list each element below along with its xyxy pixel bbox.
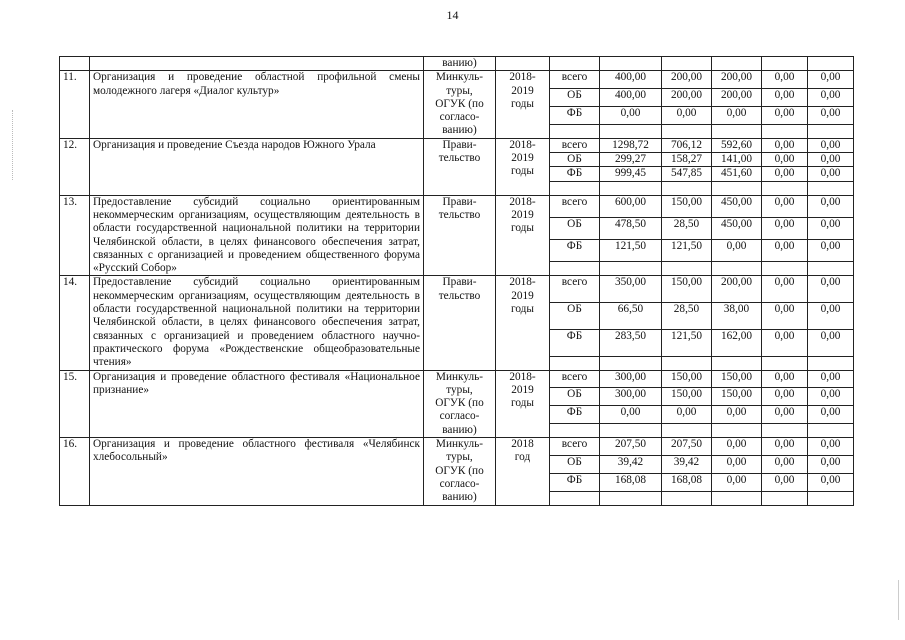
cell-empty [662, 356, 712, 370]
cell-empty [712, 424, 762, 438]
amount-total: 600,00 [600, 195, 662, 217]
funding-source: всего [550, 438, 600, 456]
amount-2018: 200,00 [662, 89, 712, 107]
cell-empty [662, 181, 712, 195]
cell-empty [712, 491, 762, 505]
cell-empty [762, 124, 808, 138]
funding-source: всего [550, 195, 600, 217]
row-number: 14. [60, 276, 90, 370]
row-executor: Минкуль- туры, ОГУК (по согласо- ванию) [424, 71, 496, 138]
budget-table-body [60, 57, 854, 506]
row-executor: Прави- тельство [424, 138, 496, 195]
amount-2020: 0,00 [762, 153, 808, 167]
funding-source: всего [550, 138, 600, 152]
amount-2019: 450,00 [712, 195, 762, 217]
amount-2019: 0,00 [712, 473, 762, 491]
cell-empty [662, 124, 712, 138]
amount-total: 168,08 [600, 473, 662, 491]
cell-empty [712, 262, 762, 276]
amount-2021: 0,00 [808, 217, 854, 239]
row-period: 2018 год [496, 438, 550, 505]
cell-empty [762, 356, 808, 370]
page-number: 14 [446, 8, 459, 22]
cell-empty [662, 491, 712, 505]
funding-source: ОБ [550, 89, 600, 107]
funding-source: ФБ [550, 240, 600, 262]
funding-source: всего [550, 370, 600, 388]
amount-2020: 0,00 [762, 388, 808, 406]
row-period: 2018- 2019 годы [496, 276, 550, 370]
cell-empty [60, 57, 90, 71]
amount-2020: 0,00 [762, 89, 808, 107]
funding-source: ФБ [550, 406, 600, 424]
cell-empty [550, 57, 600, 71]
funding-source: ФБ [550, 473, 600, 491]
amount-total: 400,00 [600, 71, 662, 89]
amount-2021: 0,00 [808, 406, 854, 424]
cell-empty [550, 181, 600, 195]
row-number: 16. [60, 438, 90, 505]
row-executor: Минкуль- туры, ОГУК (по согласо- ванию) [424, 370, 496, 437]
amount-2018: 150,00 [662, 195, 712, 217]
continuation-row [60, 57, 854, 71]
amount-2021: 0,00 [808, 473, 854, 491]
amount-2020: 0,00 [762, 106, 808, 124]
amount-2021: 0,00 [808, 195, 854, 217]
funding-source: всего [550, 71, 600, 89]
amount-2019: 141,00 [712, 153, 762, 167]
cell-empty [550, 491, 600, 505]
amount-2020: 0,00 [762, 303, 808, 330]
row-period: 2018- 2019 годы [496, 195, 550, 276]
funding-source: ФБ [550, 329, 600, 356]
amount-2020: 0,00 [762, 167, 808, 181]
amount-2019: 451,60 [712, 167, 762, 181]
amount-total: 39,42 [600, 455, 662, 473]
cell-empty [600, 57, 662, 71]
amount-total: 121,50 [600, 240, 662, 262]
amount-2021: 0,00 [808, 89, 854, 107]
cell-empty [550, 124, 600, 138]
cell-empty [712, 57, 762, 71]
amount-2021: 0,00 [808, 276, 854, 303]
cell-empty [808, 124, 854, 138]
cell-empty [550, 356, 600, 370]
amount-2020: 0,00 [762, 240, 808, 262]
amount-2019: 0,00 [712, 106, 762, 124]
scan-edge-mark [898, 580, 899, 620]
table-row [60, 71, 854, 89]
amount-2018: 706,12 [662, 138, 712, 152]
amount-total: 299,27 [600, 153, 662, 167]
amount-2021: 0,00 [808, 167, 854, 181]
budget-table [59, 56, 854, 506]
amount-2018: 28,50 [662, 217, 712, 239]
amount-2019: 38,00 [712, 303, 762, 330]
amount-2019: 150,00 [712, 388, 762, 406]
amount-total: 300,00 [600, 388, 662, 406]
cell-empty [712, 124, 762, 138]
amount-2018: 28,50 [662, 303, 712, 330]
amount-2019: 200,00 [712, 276, 762, 303]
cell-empty [600, 424, 662, 438]
cell-empty [808, 356, 854, 370]
amount-2021: 0,00 [808, 240, 854, 262]
amount-total: 0,00 [600, 406, 662, 424]
amount-2021: 0,00 [808, 455, 854, 473]
cell-empty [808, 424, 854, 438]
amount-2021: 0,00 [808, 438, 854, 456]
cell-empty [808, 262, 854, 276]
row-period: 2018- 2019 годы [496, 370, 550, 437]
cell-empty [808, 491, 854, 505]
amount-2018: 150,00 [662, 276, 712, 303]
amount-2018: 121,50 [662, 329, 712, 356]
amount-total: 400,00 [600, 89, 662, 107]
amount-2018: 207,50 [662, 438, 712, 456]
amount-2018: 0,00 [662, 406, 712, 424]
amount-2019: 200,00 [712, 71, 762, 89]
row-description: Организация и проведение Съезда народов Южного Урала [90, 138, 424, 195]
row-description: Организация и проведение областной профильной смены молодежного лагеря «Диалог культур» [90, 71, 424, 138]
amount-2018: 200,00 [662, 71, 712, 89]
cell-empty [762, 491, 808, 505]
amount-2020: 0,00 [762, 329, 808, 356]
amount-2020: 0,00 [762, 195, 808, 217]
amount-2021: 0,00 [808, 153, 854, 167]
funding-source: всего [550, 276, 600, 303]
cell-empty [762, 424, 808, 438]
amount-2020: 0,00 [762, 455, 808, 473]
cell-empty [550, 262, 600, 276]
funding-source: ФБ [550, 106, 600, 124]
executor-continuation: ванию) [424, 57, 496, 71]
amount-2018: 547,85 [662, 167, 712, 181]
amount-total: 207,50 [600, 438, 662, 456]
amount-total: 999,45 [600, 167, 662, 181]
cell-empty [90, 57, 424, 71]
cell-empty [600, 124, 662, 138]
table-row [60, 276, 854, 303]
cell-empty [496, 57, 550, 71]
row-description: Организация и проведение областного фестиваля «Национальное признание» [90, 370, 424, 437]
amount-2019: 450,00 [712, 217, 762, 239]
cell-empty [600, 181, 662, 195]
table-row [60, 195, 854, 217]
scan-margin-mark [12, 110, 14, 180]
funding-source: ОБ [550, 303, 600, 330]
amount-total: 478,50 [600, 217, 662, 239]
amount-2019: 0,00 [712, 240, 762, 262]
amount-total: 300,00 [600, 370, 662, 388]
cell-empty [712, 356, 762, 370]
cell-empty [600, 356, 662, 370]
amount-2019: 162,00 [712, 329, 762, 356]
cell-empty [600, 262, 662, 276]
table-row [60, 438, 854, 456]
amount-2020: 0,00 [762, 71, 808, 89]
amount-2019: 592,60 [712, 138, 762, 152]
row-description: Предоставление субсидий социально ориентированным некоммерческим организациям, осуществляющим деятельность в области государственной национальной политики на территории Челябинской области, в целях финансового обеспечения затрат, связанных с организацией и проведением общественного форума «Русский Собор» [90, 195, 424, 276]
row-description: Организация и проведение областного фестиваля «Челябинск хлебосольный» [90, 438, 424, 505]
cell-empty [762, 262, 808, 276]
table-row [60, 138, 854, 152]
amount-2019: 150,00 [712, 370, 762, 388]
cell-empty [762, 57, 808, 71]
funding-source: ОБ [550, 455, 600, 473]
amount-2018: 121,50 [662, 240, 712, 262]
amount-2020: 0,00 [762, 217, 808, 239]
amount-2021: 0,00 [808, 303, 854, 330]
amount-2018: 39,42 [662, 455, 712, 473]
amount-2019: 0,00 [712, 406, 762, 424]
amount-total: 350,00 [600, 276, 662, 303]
row-description: Предоставление субсидий социально ориентированным некоммерческим организациям, осуществляющим деятельность в области государственной национальной политики на территории Челябинской области, в целях финансового обеспечения затрат, связанных с организацией и проведением областного научно-практического форума «Рождественские общеобразовательные чтения» [90, 276, 424, 370]
amount-total: 283,50 [600, 329, 662, 356]
amount-2021: 0,00 [808, 71, 854, 89]
amount-2019: 0,00 [712, 455, 762, 473]
amount-2019: 200,00 [712, 89, 762, 107]
amount-2018: 158,27 [662, 153, 712, 167]
row-executor: Прави- тельство [424, 195, 496, 276]
amount-2018: 150,00 [662, 370, 712, 388]
cell-empty [662, 57, 712, 71]
cell-empty [662, 424, 712, 438]
row-number: 13. [60, 195, 90, 276]
amount-total: 0,00 [600, 106, 662, 124]
amount-2021: 0,00 [808, 329, 854, 356]
table-row [60, 370, 854, 388]
funding-source: ОБ [550, 217, 600, 239]
row-executor: Минкуль- туры, ОГУК (по согласо- ванию) [424, 438, 496, 505]
cell-empty [662, 262, 712, 276]
amount-2019: 0,00 [712, 438, 762, 456]
cell-empty [550, 424, 600, 438]
row-number: 11. [60, 71, 90, 138]
amount-2020: 0,00 [762, 138, 808, 152]
amount-2020: 0,00 [762, 406, 808, 424]
amount-total: 1298,72 [600, 138, 662, 152]
funding-source: ОБ [550, 153, 600, 167]
amount-2021: 0,00 [808, 370, 854, 388]
amount-2021: 0,00 [808, 388, 854, 406]
amount-2020: 0,00 [762, 473, 808, 491]
cell-empty [762, 181, 808, 195]
funding-source: ОБ [550, 388, 600, 406]
amount-2020: 0,00 [762, 370, 808, 388]
amount-2018: 168,08 [662, 473, 712, 491]
cell-empty [808, 181, 854, 195]
funding-source: ФБ [550, 167, 600, 181]
cell-empty [712, 181, 762, 195]
row-executor: Прави- тельство [424, 276, 496, 370]
amount-2020: 0,00 [762, 276, 808, 303]
row-period: 2018- 2019 годы [496, 138, 550, 195]
row-number: 15. [60, 370, 90, 437]
amount-2018: 150,00 [662, 388, 712, 406]
amount-2020: 0,00 [762, 438, 808, 456]
row-period: 2018- 2019 годы [496, 71, 550, 138]
cell-empty [600, 491, 662, 505]
amount-total: 66,50 [600, 303, 662, 330]
amount-2021: 0,00 [808, 138, 854, 152]
amount-2018: 0,00 [662, 106, 712, 124]
row-number: 12. [60, 138, 90, 195]
cell-empty [808, 57, 854, 71]
amount-2021: 0,00 [808, 106, 854, 124]
